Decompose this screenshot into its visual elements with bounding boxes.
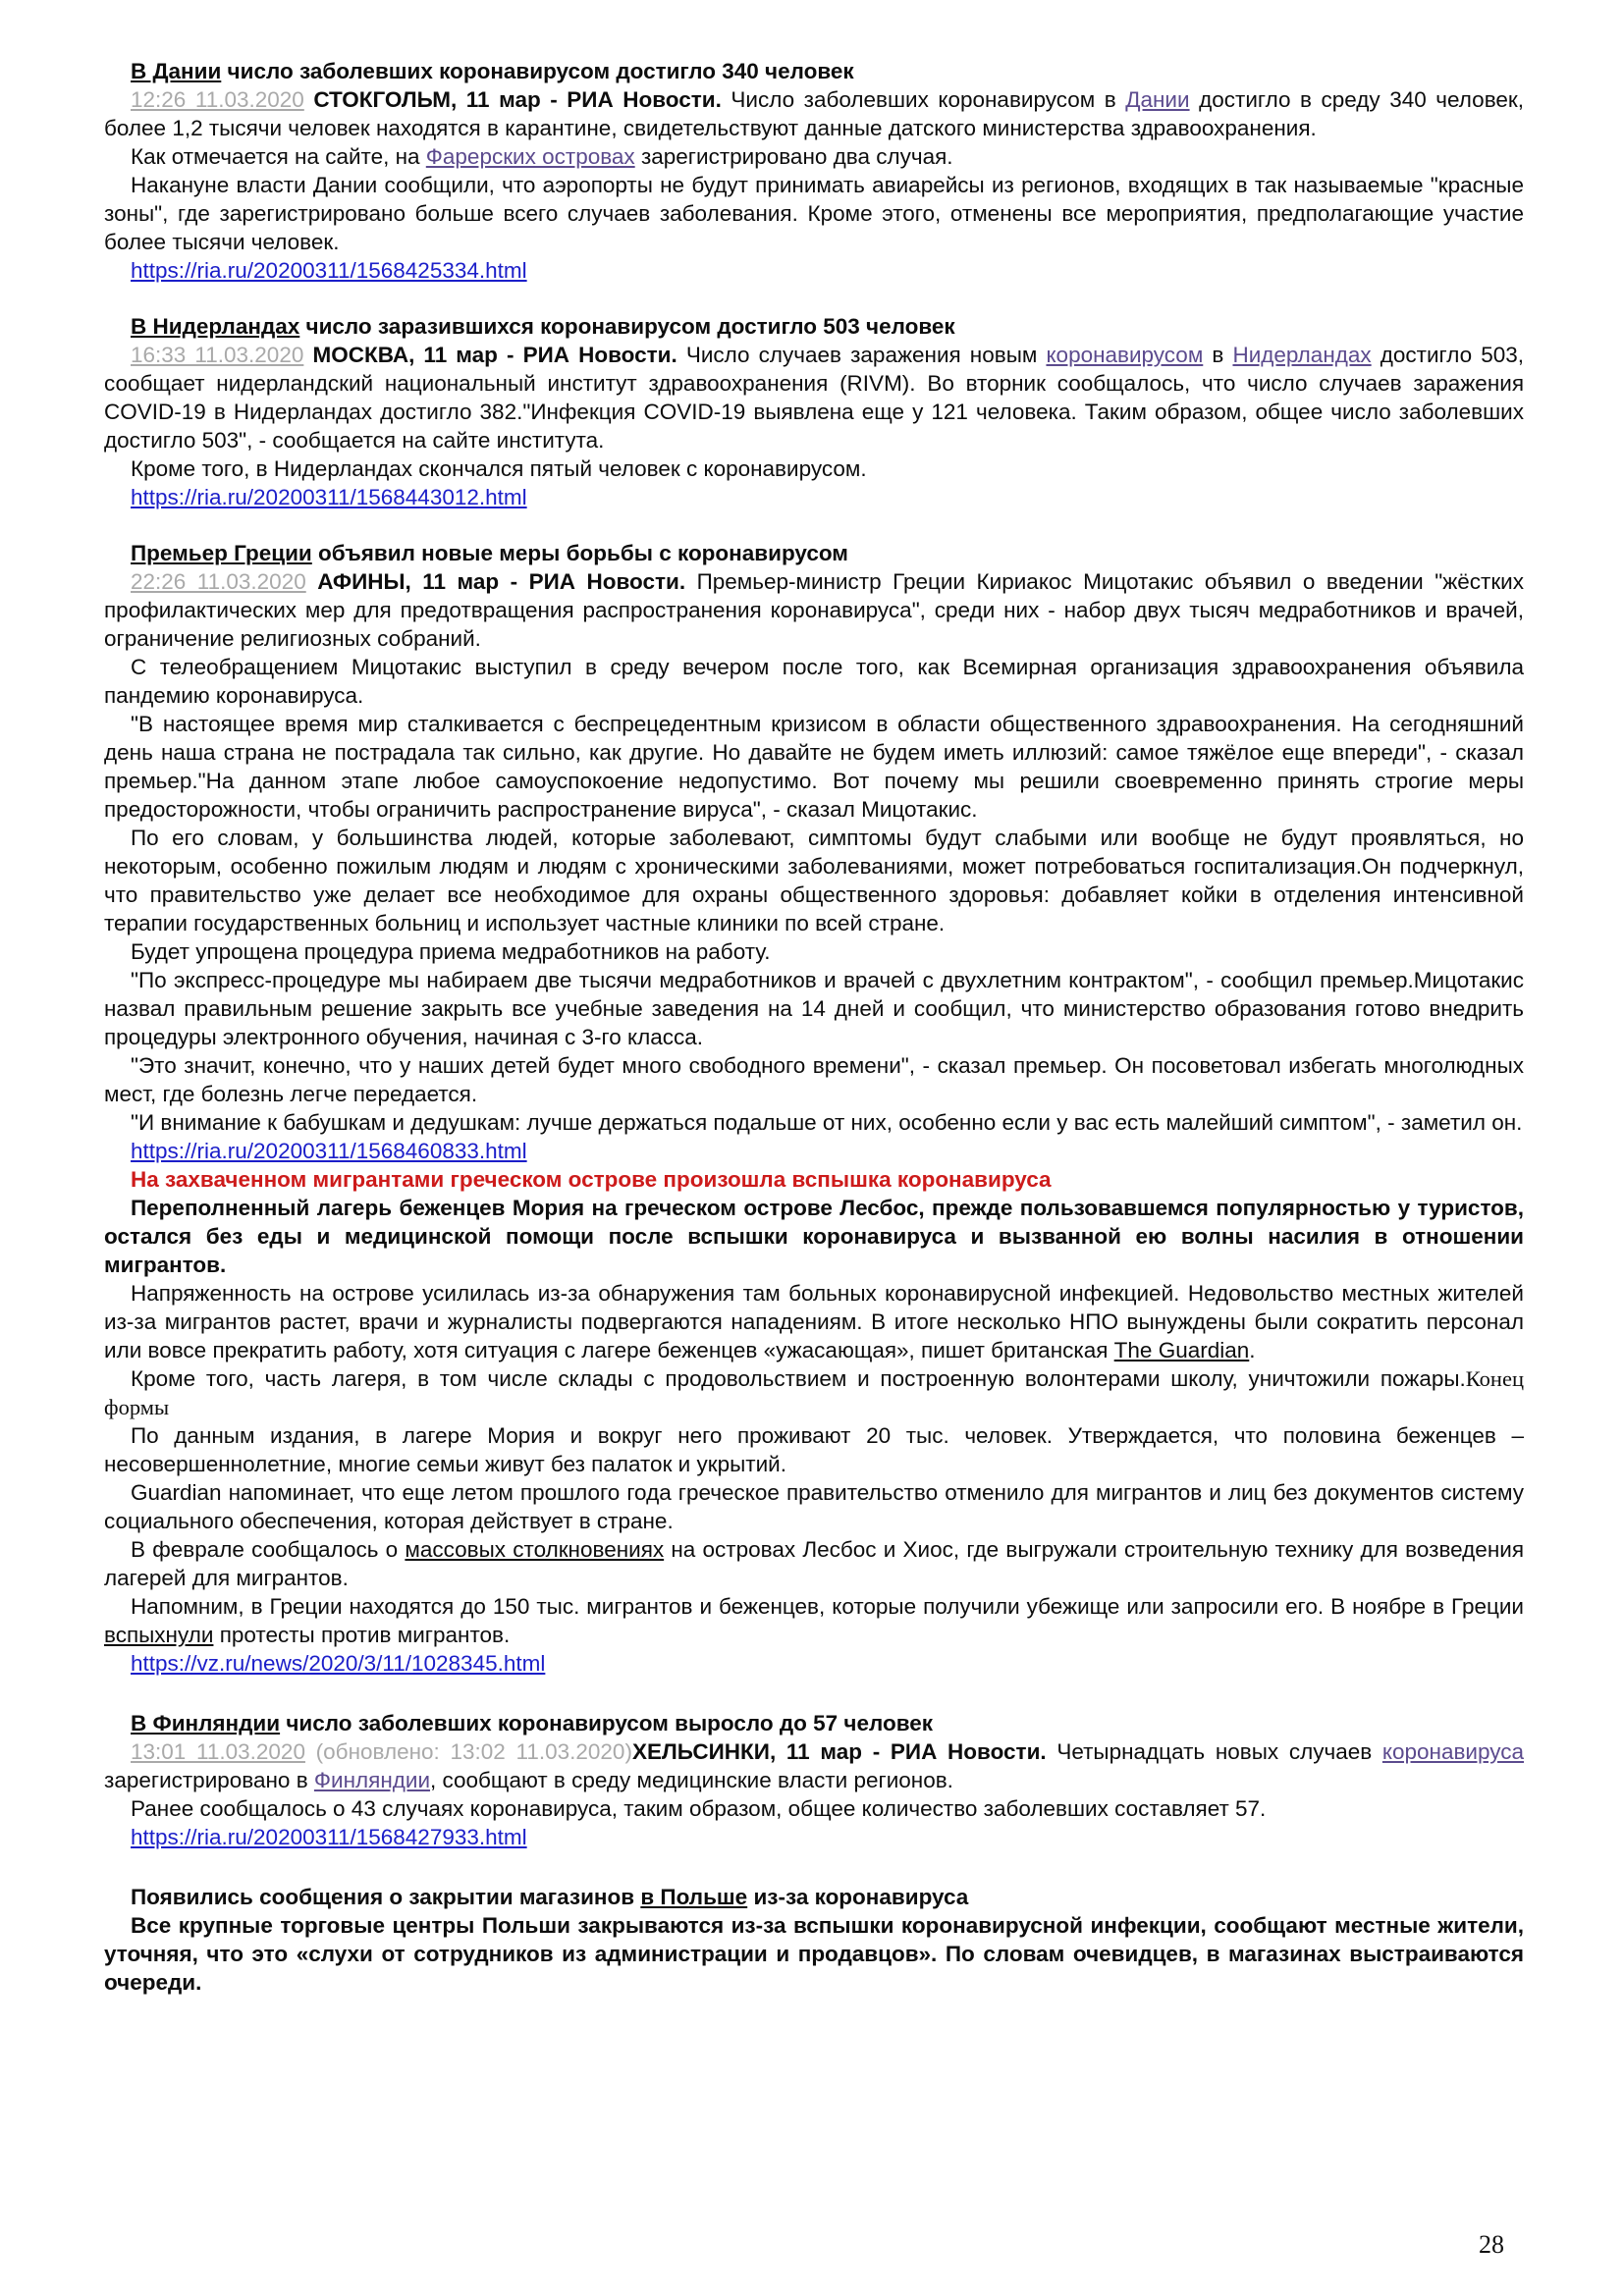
article-title — [104, 539, 1524, 567]
paragraph — [104, 710, 1524, 824]
text-run: "И внимание к бабушкам и дедушкам: лучше держаться подальше от них, особенно если у вас есть малейший симптом", - заметил он. — [131, 1110, 1523, 1135]
text-run: Число заболевших коронавирусом в — [721, 87, 1126, 112]
text-run: на островах Лесбос и Хиос, где выгружали строительную технику для возведения лагерей для мигрантов. — [104, 1537, 1525, 1590]
text-run: Напомним, в Греции находятся до 150 тыс. мигрантов и беженцев, которые получили убежище или запросили его. В ноябре в Греции — [131, 1594, 1524, 1619]
paragraph — [104, 1364, 1524, 1421]
article — [104, 57, 1524, 285]
article-title — [104, 1883, 1524, 1911]
article — [104, 312, 1524, 511]
article — [104, 1165, 1524, 1678]
paragraph — [104, 1194, 1524, 1279]
article-url-link[interactable]: https://ria.ru/20200311/1568425334.html — [131, 258, 527, 283]
article-url-line — [104, 1649, 1524, 1678]
text-run: объявил новые меры борьбы с коронавирусом — [311, 541, 848, 565]
text-run: Переполненный лагерь беженцев Мория на греческом острове Лесбос, прежде пользовавшемся популярностью у туристов, остался без еды и медицинской помощи после вспышки коронавируса и вызванной ею волны насилия в отношении мигрантов. — [104, 1196, 1524, 1277]
article-title — [104, 312, 1524, 341]
inline-link[interactable]: коронавирусом — [1046, 343, 1204, 367]
timestamp: 16:33 11.03.2020 — [131, 343, 304, 367]
text-run: , сообщают в среду медицинские власти регионов. — [430, 1768, 953, 1792]
paragraph — [104, 85, 1524, 142]
text-run: В Дании — [131, 59, 222, 83]
paragraph — [104, 966, 1524, 1051]
paragraph — [104, 1535, 1524, 1592]
text-run: Будет упрощена процедура приема медработников на работу. — [131, 939, 771, 964]
text-run: С телеобращением Мицотакис выступил в среду вечером после того, как Всемирная организация здравоохранения объявила пандемию коронавируса. — [104, 655, 1524, 708]
article-title — [104, 57, 1524, 85]
paragraph — [104, 142, 1524, 171]
text-run: зарегистрировано в — [104, 1768, 314, 1792]
text-run: В Нидерландах — [131, 314, 300, 339]
text-run: Кроме того, в Нидерландах скончался пятый человек с коронавирусом. — [131, 456, 867, 481]
paragraph — [104, 1737, 1524, 1794]
text-run: число заболевших коронавирусом выросло до 57 человек — [280, 1711, 934, 1735]
text-run: Конец формы — [104, 1366, 1524, 1419]
paragraph — [104, 1911, 1524, 1997]
paragraph — [104, 1051, 1524, 1108]
text-run: Премьер Греции — [131, 541, 312, 565]
text-run: Guardian напоминает, что еще летом прошлого года греческое правительство отменило для мигрантов и лиц без документов систему социального обеспечения, которая действует в стране. — [104, 1480, 1524, 1533]
text-run: По данным издания, в лагере Мория и вокруг него проживают 20 тыс. человек. Утверждается, что половина беженцев – несовершеннолетние, многие семьи живут без палаток и укрытий. — [104, 1423, 1524, 1476]
timestamp: 22:26 11.03.2020 — [131, 569, 306, 594]
text-run: в — [1203, 343, 1233, 367]
article-url-line — [104, 483, 1524, 511]
paragraph — [104, 1592, 1524, 1649]
paragraph — [104, 653, 1524, 710]
text-run: Число случаев заражения новым — [677, 343, 1047, 367]
text-run: Кроме того, часть лагеря, в том числе склады с продовольствием и построенную волонтерами школу, уничтожили пожары. — [131, 1366, 1466, 1391]
timestamp: 13:01 11.03.2020 — [131, 1739, 305, 1764]
paragraph — [104, 1794, 1524, 1823]
text-run: число заразившихся коронавирусом достигло 503 человек — [299, 314, 955, 339]
article-url-link[interactable]: https://vz.ru/news/2020/3/11/1028345.html — [131, 1651, 546, 1676]
article-url-link[interactable]: https://ria.ru/20200311/1568460833.html — [131, 1139, 527, 1163]
text-run: АФИНЫ, 11 мар - РИА Новости. — [305, 569, 686, 594]
article-title — [104, 1165, 1524, 1194]
text-run: Четырнадцать новых случаев — [1046, 1739, 1382, 1764]
updated-timestamp: (обновлено: 13:02 11.03.2020) — [304, 1739, 632, 1764]
text-run: "Это значит, конечно, что у наших детей будет много свободного времени", - сказал премьер. Он посоветовал избегать многолюдных мест, где болезнь легче передается. — [104, 1053, 1524, 1106]
text-run: Накануне власти Дании сообщили, что аэропорты не будут принимать авиарейсы из регионов, входящих в так называемые "красные зоны", где зарегистрировано больше всего случаев заболевания. Кроме этого, отменены все мероприятия, предполагающие участие более тысячи человек. — [104, 173, 1524, 254]
paragraph — [104, 171, 1524, 256]
paragraph — [104, 824, 1524, 937]
article — [104, 1709, 1524, 1851]
text-run: протесты против мигрантов. — [213, 1623, 511, 1647]
article — [104, 1883, 1524, 1997]
text-run: достигло 503, сообщает нидерландский национальный институт здравоохранения (RIVM). Во вторник сообщалось, что число случаев заражения COVID-19 в Нидерландах достигло 382."Инфекция COVID-19 выявлена еще у 121 человека. Таким образом, общее число заболевших достигло 503", - сообщается на сайте института. — [104, 343, 1525, 453]
paragraph — [104, 341, 1524, 454]
inline-link[interactable]: The Guardian — [1113, 1338, 1250, 1362]
paragraph — [104, 1279, 1524, 1364]
text-run: достигло в среду 340 человек, более 1,2 тысячи человек находятся в карантине, свидетельствуют данные датского министерства здравоохранения. — [104, 87, 1524, 140]
text-run: Все крупные торговые центры Польши закрываются из-за вспышки коронавирусной инфекции, сообщают местные жители, уточняя, что это «слухи от сотрудников из администрации и продавцов». По словам очевидцев, в магазинах выстраиваются очереди. — [104, 1913, 1524, 1995]
text-run: В феврале сообщалось о — [131, 1537, 406, 1562]
text-run: "По экспресс-процедуре мы набираем две тысячи медработников и врачей с двухлетним контрактом", - сообщил премьер.Мицотакис назвал правильным решение закрыть все учебные заведения на 14 дней и сообщил, что министерство образования готово внедрить процедуры электронного обучения, начиная с 3-го класса. — [104, 968, 1524, 1049]
text-run: ХЕЛЬСИНКИ, 11 мар - РИА Новости. — [631, 1739, 1047, 1764]
document-page — [104, 57, 1524, 1997]
text-run: Как отмечается на сайте, на — [131, 144, 426, 169]
article-url-line — [104, 256, 1524, 285]
text-run: из-за коронавируса — [747, 1885, 969, 1909]
paragraph — [104, 567, 1524, 653]
article-url-link[interactable]: https://ria.ru/20200311/1568443012.html — [131, 485, 527, 509]
text-run: . — [1249, 1338, 1256, 1362]
inline-link[interactable]: коронавируса — [1381, 1739, 1525, 1764]
text-run: Премьер-министр Греции Кириакос Мицотакис объявил о введении "жёстких профилактических мер для предотвращения распространения коронавируса", среди них - набор двух тысяч медработников и врачей, ограничение религиозных собраний. — [104, 569, 1524, 651]
text-run: число заболевших коронавирусом достигло 340 человек — [221, 59, 854, 83]
text-run: Напряженность на острове усилилась из-за обнаружения там больных коронавирусной инфекцией. Недовольство местных жителей из-за мигрантов растет, врачи и журналисты подвергаются нападениям. В итоге несколько НПО вынуждены были сократить персонал или вовсе прекратить работу, хотя ситуация с лагере беженцев «ужасающая», пишет британская — [104, 1281, 1524, 1362]
page-number: 28 — [1479, 2230, 1504, 2259]
inline-link[interactable]: массовых столкновениях — [405, 1537, 665, 1562]
text-run: СТОКГОЛЬМ, 11 мар - РИА Новости. — [303, 87, 722, 112]
text-run: По его словам, у большинства людей, которые заболевают, симптомы будут слабыми или вообще не будут проявляться, но некоторым, особенно пожилым людям и людям с хроническими заболеваниями, может потребоваться госпитализация.Он подчеркнул, что правительство уже делает все необходимое для охраны общественного здоровья: добавляет койки в отделения интенсивной терапии государственных больниц и использует частные клиники по всей стране. — [104, 826, 1524, 935]
inline-link[interactable]: вспыхнули — [104, 1623, 214, 1647]
inline-link[interactable]: Фарерских островах — [425, 144, 635, 169]
paragraph — [104, 1478, 1524, 1535]
articles — [104, 57, 1524, 1997]
article-title — [104, 1709, 1524, 1737]
article-url-line — [104, 1137, 1524, 1165]
text-run: Появились сообщения о закрытии магазинов — [131, 1885, 641, 1909]
text-run: в Польше — [640, 1885, 748, 1909]
text-run: зарегистрировано два случая. — [634, 144, 953, 169]
paragraph — [104, 454, 1524, 483]
inline-link[interactable]: Дании — [1125, 87, 1190, 112]
inline-link[interactable]: Нидерландах — [1232, 343, 1372, 367]
timestamp: 12:26 11.03.2020 — [131, 87, 304, 112]
paragraph — [104, 937, 1524, 966]
text-run: МОСКВА, 11 мар - РИА Новости. — [303, 343, 677, 367]
text-run: Ранее сообщалось о 43 случаях коронавируса, таким образом, общее количество заболевших составляет 57. — [131, 1796, 1267, 1821]
text-run: "В настоящее время мир сталкивается с беспрецедентным кризисом в области общественного здравоохранения. На сегодняшний день наша страна не пострадала так сильно, как другие. Но давайте не будем иметь иллюзий: самое тяжёлое еще впереди", - сказал премьер."На данном этапе любое самоуспокоение недопустимо. Вот почему мы решили своевременно принять строгие меры предосторожности, чтобы ограничить распространение вируса", - сказал Мицотакис. — [104, 712, 1524, 822]
text-run: В Финляндии — [131, 1711, 281, 1735]
red-title-text: На захваченном мигрантами греческом острове произошла вспышка коронавируса — [131, 1167, 1052, 1192]
article-url-link[interactable]: https://ria.ru/20200311/1568427933.html — [131, 1825, 527, 1849]
inline-link[interactable]: Финляндии — [313, 1768, 431, 1792]
article — [104, 539, 1524, 1165]
paragraph — [104, 1421, 1524, 1478]
article-url-line — [104, 1823, 1524, 1851]
paragraph — [104, 1108, 1524, 1137]
